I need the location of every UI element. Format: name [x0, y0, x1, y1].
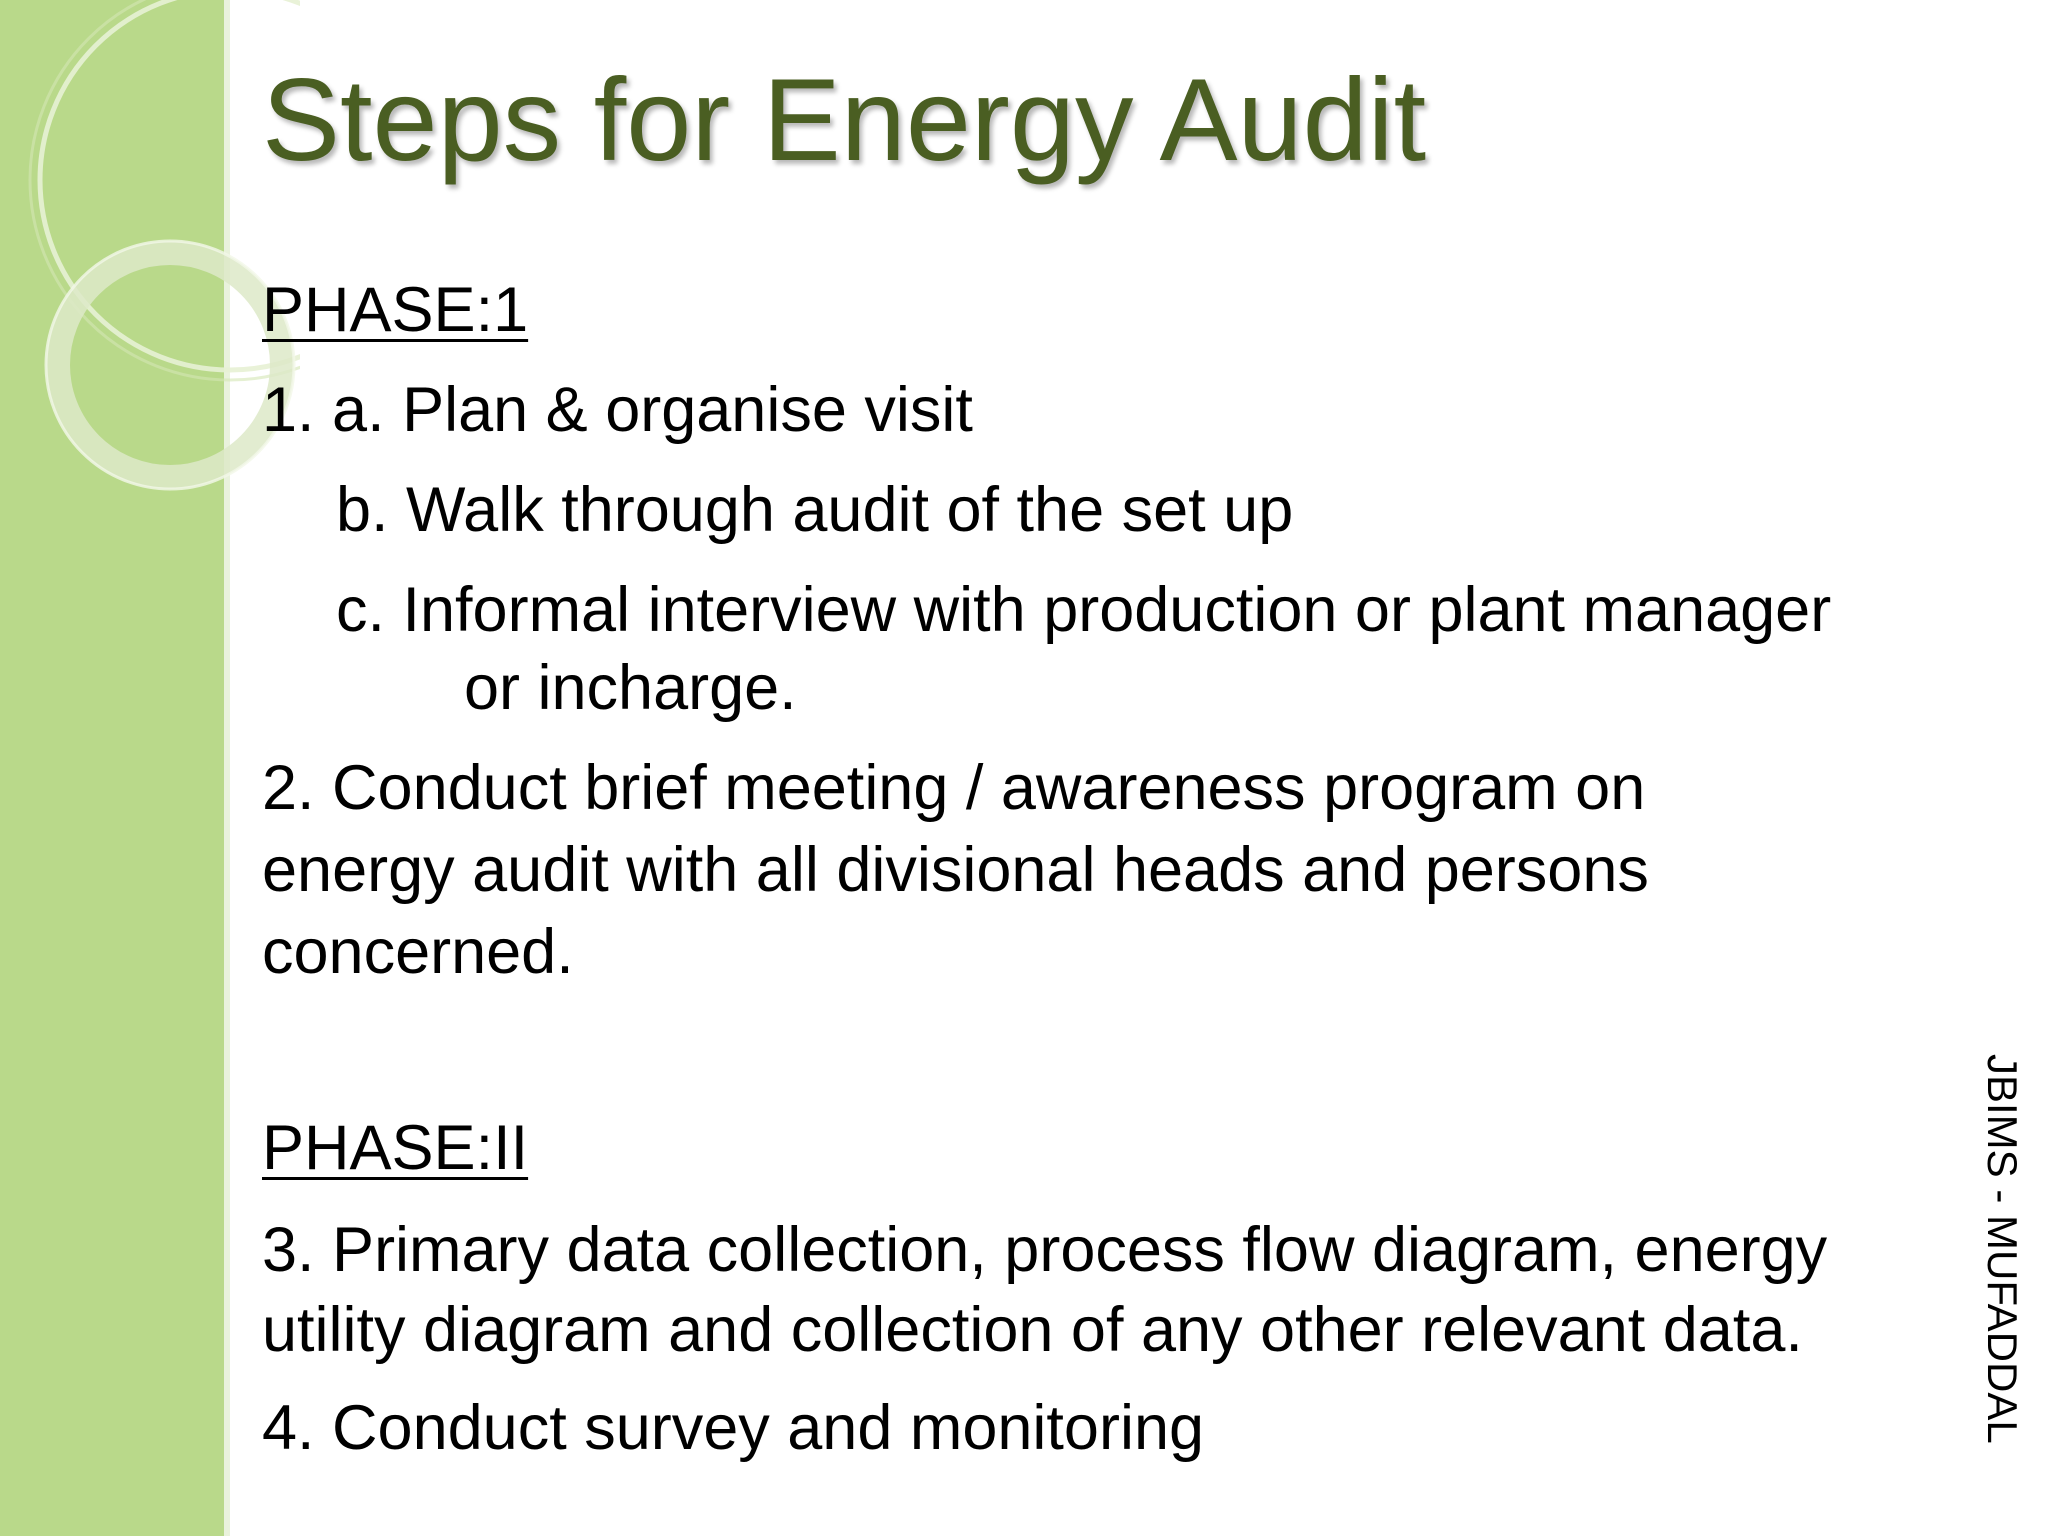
phase-1-heading: PHASE:1	[262, 275, 529, 345]
small-ring	[58, 253, 282, 477]
ring-decoration	[0, 0, 300, 520]
phase-2-heading: PHASE:II	[262, 1113, 529, 1183]
step-1a: 1. a. Plan & organise visit	[262, 375, 973, 445]
small-ring-highlight	[46, 241, 294, 489]
step-1c: c. Informal interview with production or plant manager	[336, 575, 1832, 645]
step-2-line-2: energy audit with all divisional heads and persons	[262, 835, 1649, 905]
step-3-line-2: utility diagram and collection of any other relevant data.	[262, 1295, 1803, 1365]
author-side-note: JBIMS - MUFADDAL	[1979, 1054, 2026, 1444]
step-1c-continued: or incharge.	[464, 653, 797, 723]
step-2-line-1: 2. Conduct brief meeting / awareness program on	[262, 753, 1646, 823]
step-3-line-1: 3. Primary data collection, process flow diagram, energy	[262, 1215, 1828, 1285]
step-4: 4. Conduct survey and monitoring	[262, 1393, 1205, 1463]
slide-title: Steps for Energy Audit	[262, 54, 1427, 185]
step-1b: b. Walk through audit of the set up	[336, 475, 1294, 545]
step-2-line-3: concerned.	[262, 917, 574, 987]
